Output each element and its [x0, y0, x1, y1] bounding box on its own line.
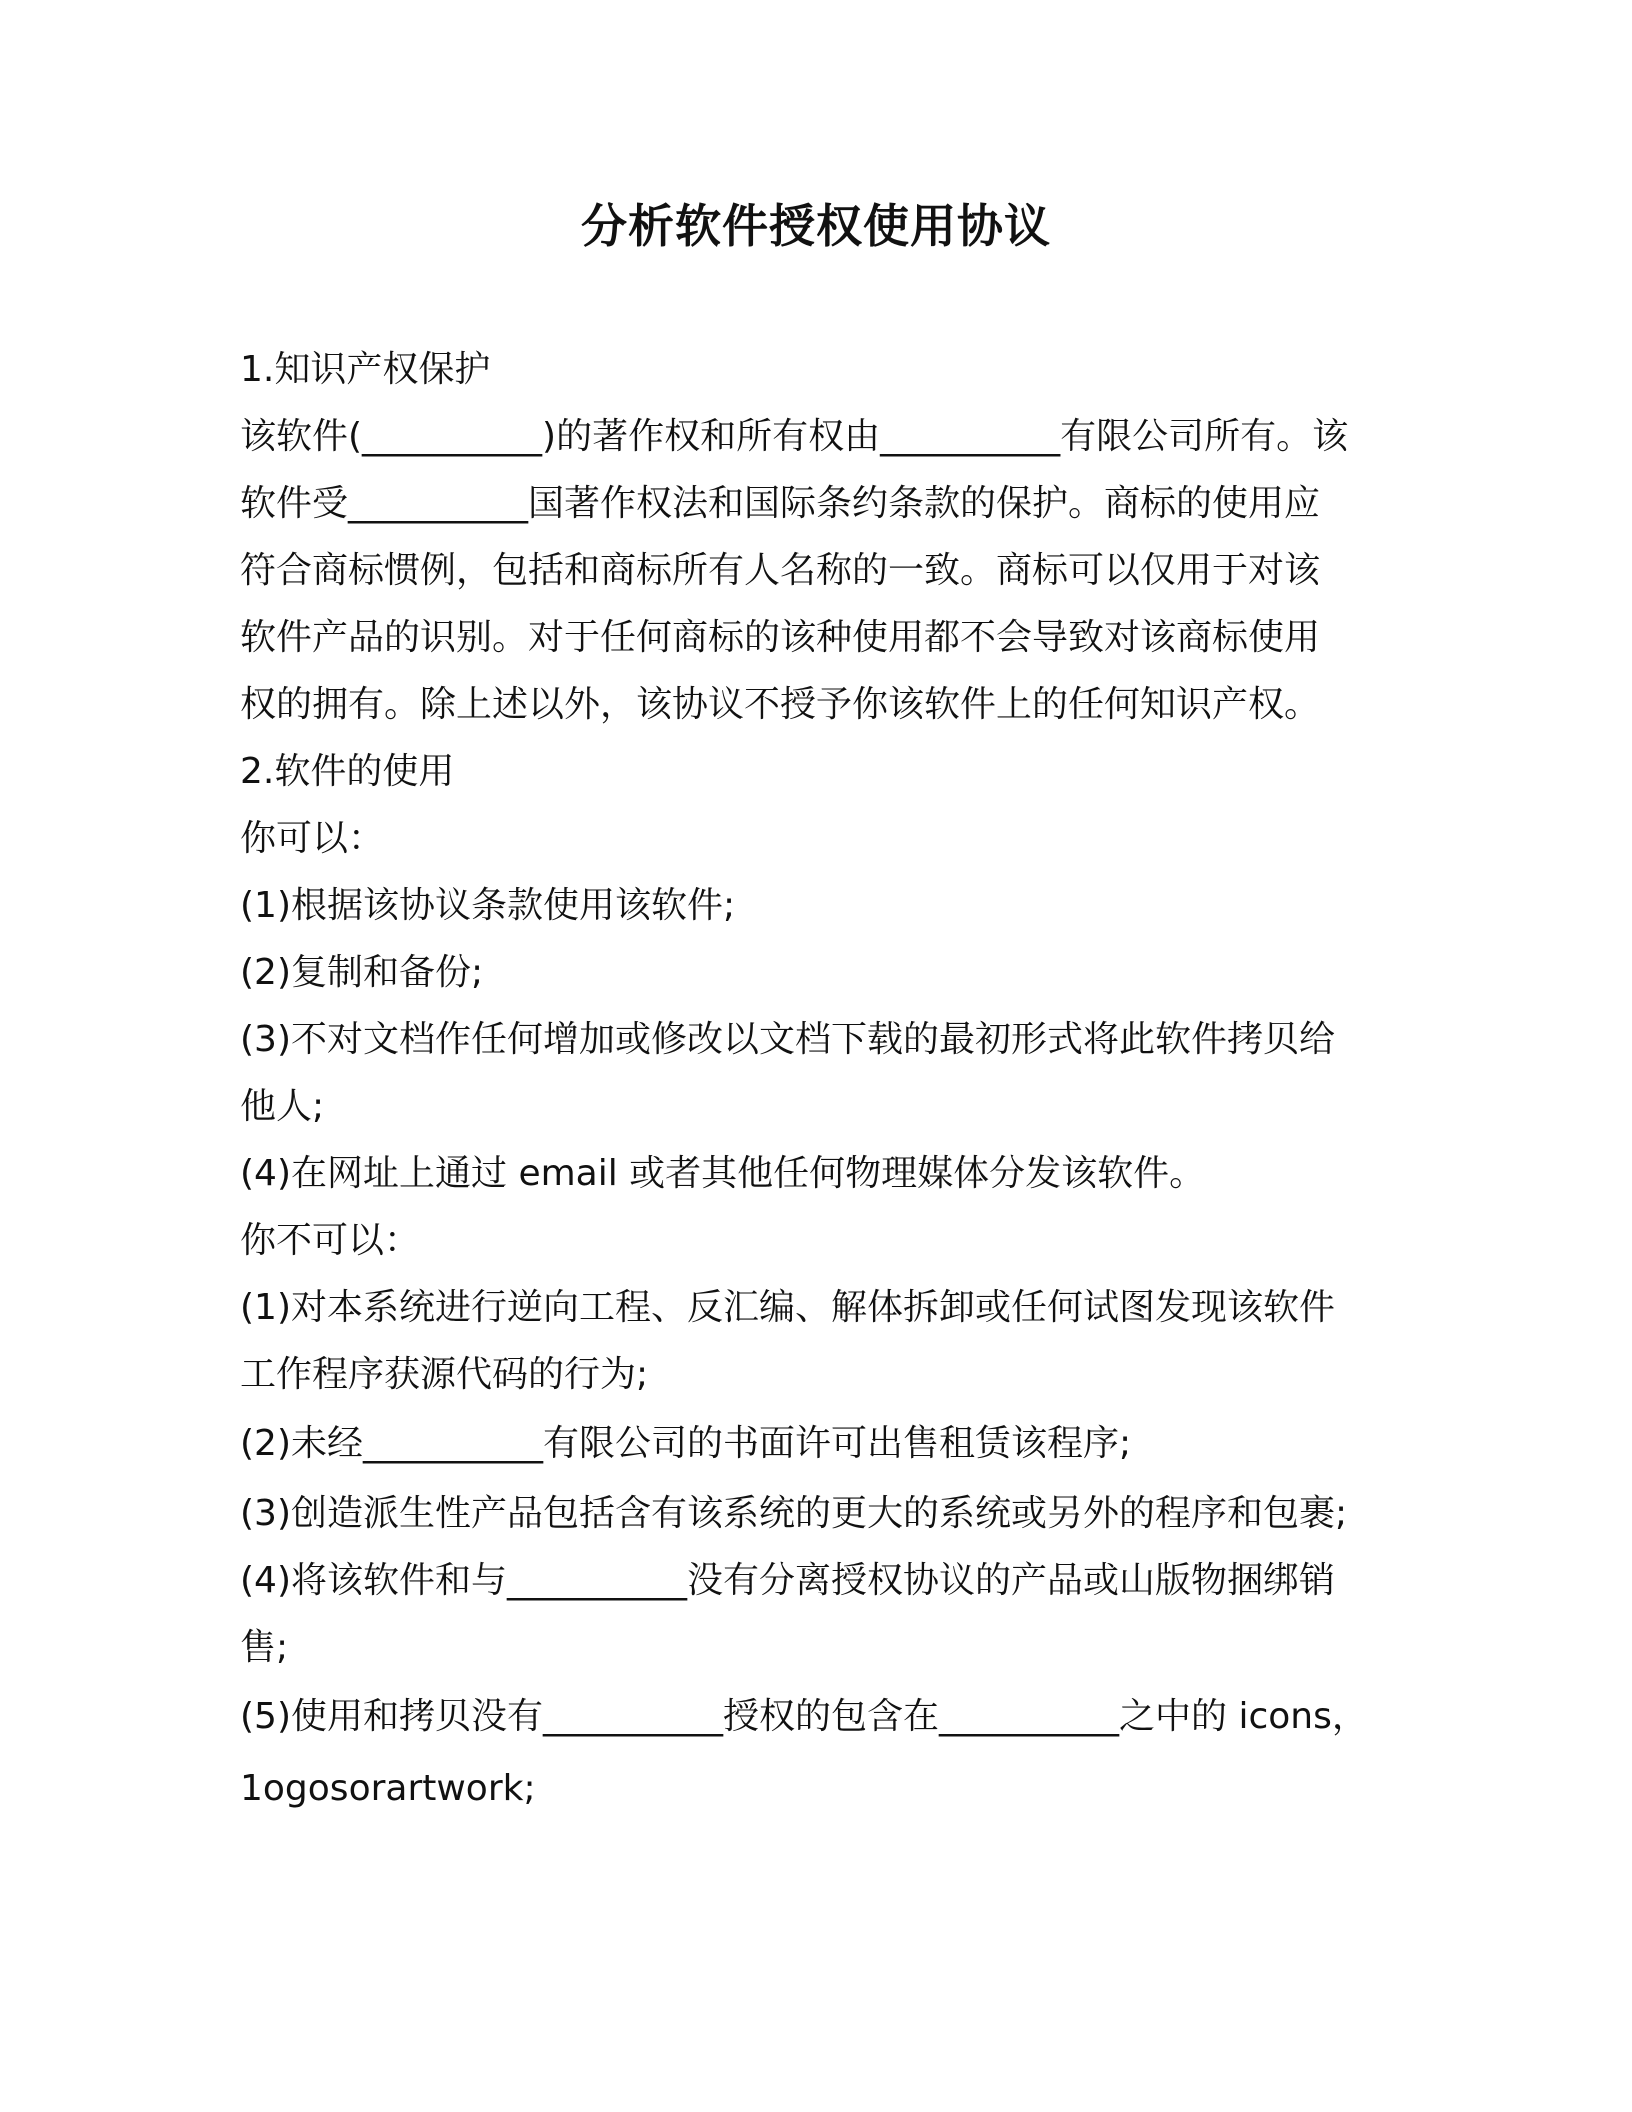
list-item-continuation: 1ogosorartwork; — [240, 1768, 536, 1809]
section-heading-ip: 1.知识产权保护 — [240, 349, 491, 390]
section-heading-usage: 2.软件的使用 — [240, 751, 455, 792]
subheading-forbidden: 你不可以： — [240, 1220, 421, 1261]
list-item-continuation: 他人; — [240, 1086, 325, 1127]
list-item: (4)在网址上通过 email 或者其他任何物理媒体分发该软件。 — [240, 1153, 1206, 1194]
list-item-continuation: 售; — [240, 1627, 289, 1668]
list-item: (1)根据该协议条款使用该软件; — [240, 885, 736, 926]
list-item: (3)不对文档作任何增加或修改以文档下载的最初形式将此软件拷贝给 — [240, 1019, 1335, 1060]
list-item: (4)将该软件和与__________没有分离授权协议的产品或山版物捆绑销 — [240, 1560, 1335, 1601]
list-item: (2)复制和备份; — [240, 952, 484, 993]
document-title: 分析软件授权使用协议 — [581, 199, 1051, 253]
list-item-continuation: 工作程序获源代码的行为; — [240, 1354, 649, 1395]
subheading-allowed: 你可以： — [240, 818, 385, 859]
list-item: (5)使用和拷贝没有__________授权的包含在__________之中的 icons， — [240, 1696, 1368, 1737]
paragraph-line: 符合商标惯例，包括和商标所有人名称的一致。商标可以仅用于对该 — [240, 550, 1321, 591]
paragraph-line: 该软件(__________)的著作权和所有权由__________有限公司所有。该 — [240, 416, 1349, 457]
paragraph-line: 软件受__________国著作权法和国际条约条款的保护。商标的使用应 — [240, 483, 1321, 524]
paragraph-line: 权的拥有。除上述以外，该协议不授予你该软件上的任何知识产权。 — [240, 684, 1321, 725]
list-item: (2)未经__________有限公司的书面许可出售租赁该程序; — [240, 1423, 1132, 1464]
document-body — [240, 336, 1400, 1825]
list-item: (3)创造派生性产品包括含有该系统的更大的系统或另外的程序和包裹; — [240, 1493, 1348, 1534]
paragraph-line: 软件产品的识别。对于任何商标的该种使用都不会导致对该商标使用 — [240, 617, 1321, 658]
list-item: (1)对本系统进行逆向工程、反汇编、解体拆卸或任何试图发现该软件 — [240, 1287, 1335, 1328]
